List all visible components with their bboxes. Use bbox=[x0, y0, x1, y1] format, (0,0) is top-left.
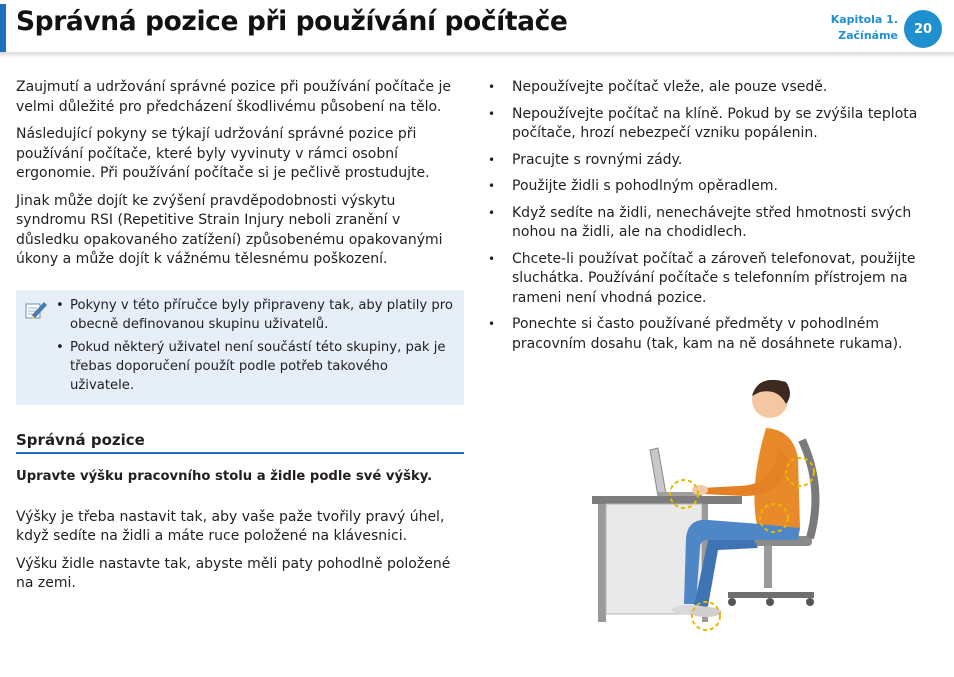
page-title: Správná pozice při používání počítače bbox=[16, 6, 568, 37]
chapter-name: Začínáme bbox=[838, 29, 898, 42]
intro-paragraph: Jinak může dojít ke zvýšení pravděpodobnosti výskytu syndromu RSI (Repetitive Strain Injury neboli zranění v důsledku opakovaného zatížení) způsobenému opakovanými úkony a může dojít k vážnému tělesnému poškození. bbox=[16, 192, 443, 267]
note-item: • Pokyny v této příručce byly připraveny tak, aby platily pro obecně definovanou skupinu uživatelů. bbox=[54, 296, 456, 334]
guideline-item: • Nepoužívejte počítač vleže, ale pouze vsedě. bbox=[488, 78, 928, 98]
chapter-number: Kapitola 1. bbox=[830, 13, 898, 26]
desk-leg bbox=[598, 504, 606, 622]
note-list bbox=[54, 296, 456, 395]
guideline-item: • Pracujte s rovnými zády. bbox=[488, 151, 928, 171]
chair-base bbox=[728, 592, 814, 598]
left-column bbox=[16, 78, 466, 602]
header-divider bbox=[0, 52, 954, 58]
guideline-item: • Nepoužívejte počítač na klíně. Pokud by se zvýšila teplota počítače, hrozí nebezpečí vzniku popálenin. bbox=[488, 105, 928, 144]
intro-paragraph: Následující pokyny se týkají udržování správné pozice při používání počítače, které byly vyvinuty v rámci osobní ergonomie. Při používání počítače si je pečlivě prostudujte. bbox=[16, 126, 430, 181]
right-column bbox=[488, 78, 928, 361]
intro-paragraph: Zaujmutí a udržování správné pozice při používání počítače je velmi důležité pro předcházení škodlivému působení na tělo. bbox=[16, 79, 451, 115]
guideline-item: • Když sedíte na židli, nenechávejte střed hmotnosti svých nohou na židli, ale na chodidlech. bbox=[488, 204, 928, 243]
note-item: • Pokud některý uživatel není součástí této skupiny, pak je třebas doporučení použít podle potřeb takového uživatele. bbox=[54, 338, 456, 395]
desk-top bbox=[592, 496, 742, 504]
section-paragraph: Výšky je třeba nastavit tak, aby vaše paže tvořily pravý úhel, když sedíte na židli a máte ruce položené na klávesnici. bbox=[16, 508, 445, 544]
posture-guidelines-list bbox=[488, 78, 928, 354]
header-accent-bar bbox=[0, 4, 6, 52]
page-number-badge: 20 bbox=[904, 10, 942, 48]
guideline-item: • Ponechte si často používané předměty v pohodlném pracovním dosahu (tak, kam na ně dosáhnete rukama). bbox=[488, 315, 928, 354]
section-heading: Správná pozice bbox=[16, 431, 464, 454]
note-box bbox=[16, 290, 464, 405]
sub-heading: Upravte výšku pracovního stolu a židle podle své výšky. bbox=[16, 468, 433, 484]
pencil-note-icon bbox=[24, 299, 48, 321]
chapter-label bbox=[831, 12, 898, 44]
laptop-screen bbox=[650, 448, 666, 496]
chair-post bbox=[764, 546, 772, 588]
chair-backrest bbox=[802, 440, 815, 538]
guideline-item: • Chcete-li používat počítač a zároveň telefonovat, použijte sluchátka. Používání počítače s telefonním přístrojem na rameni není vhodná pozice. bbox=[488, 250, 928, 309]
guideline-item: • Použijte židli s pohodlným opěradlem. bbox=[488, 177, 928, 197]
section-paragraph: Výšku židle nastavte tak, abyste měli paty pohodlně položené na zemi. bbox=[16, 555, 451, 591]
ergonomic-posture-illustration bbox=[588, 378, 838, 638]
person-hand bbox=[692, 485, 708, 495]
